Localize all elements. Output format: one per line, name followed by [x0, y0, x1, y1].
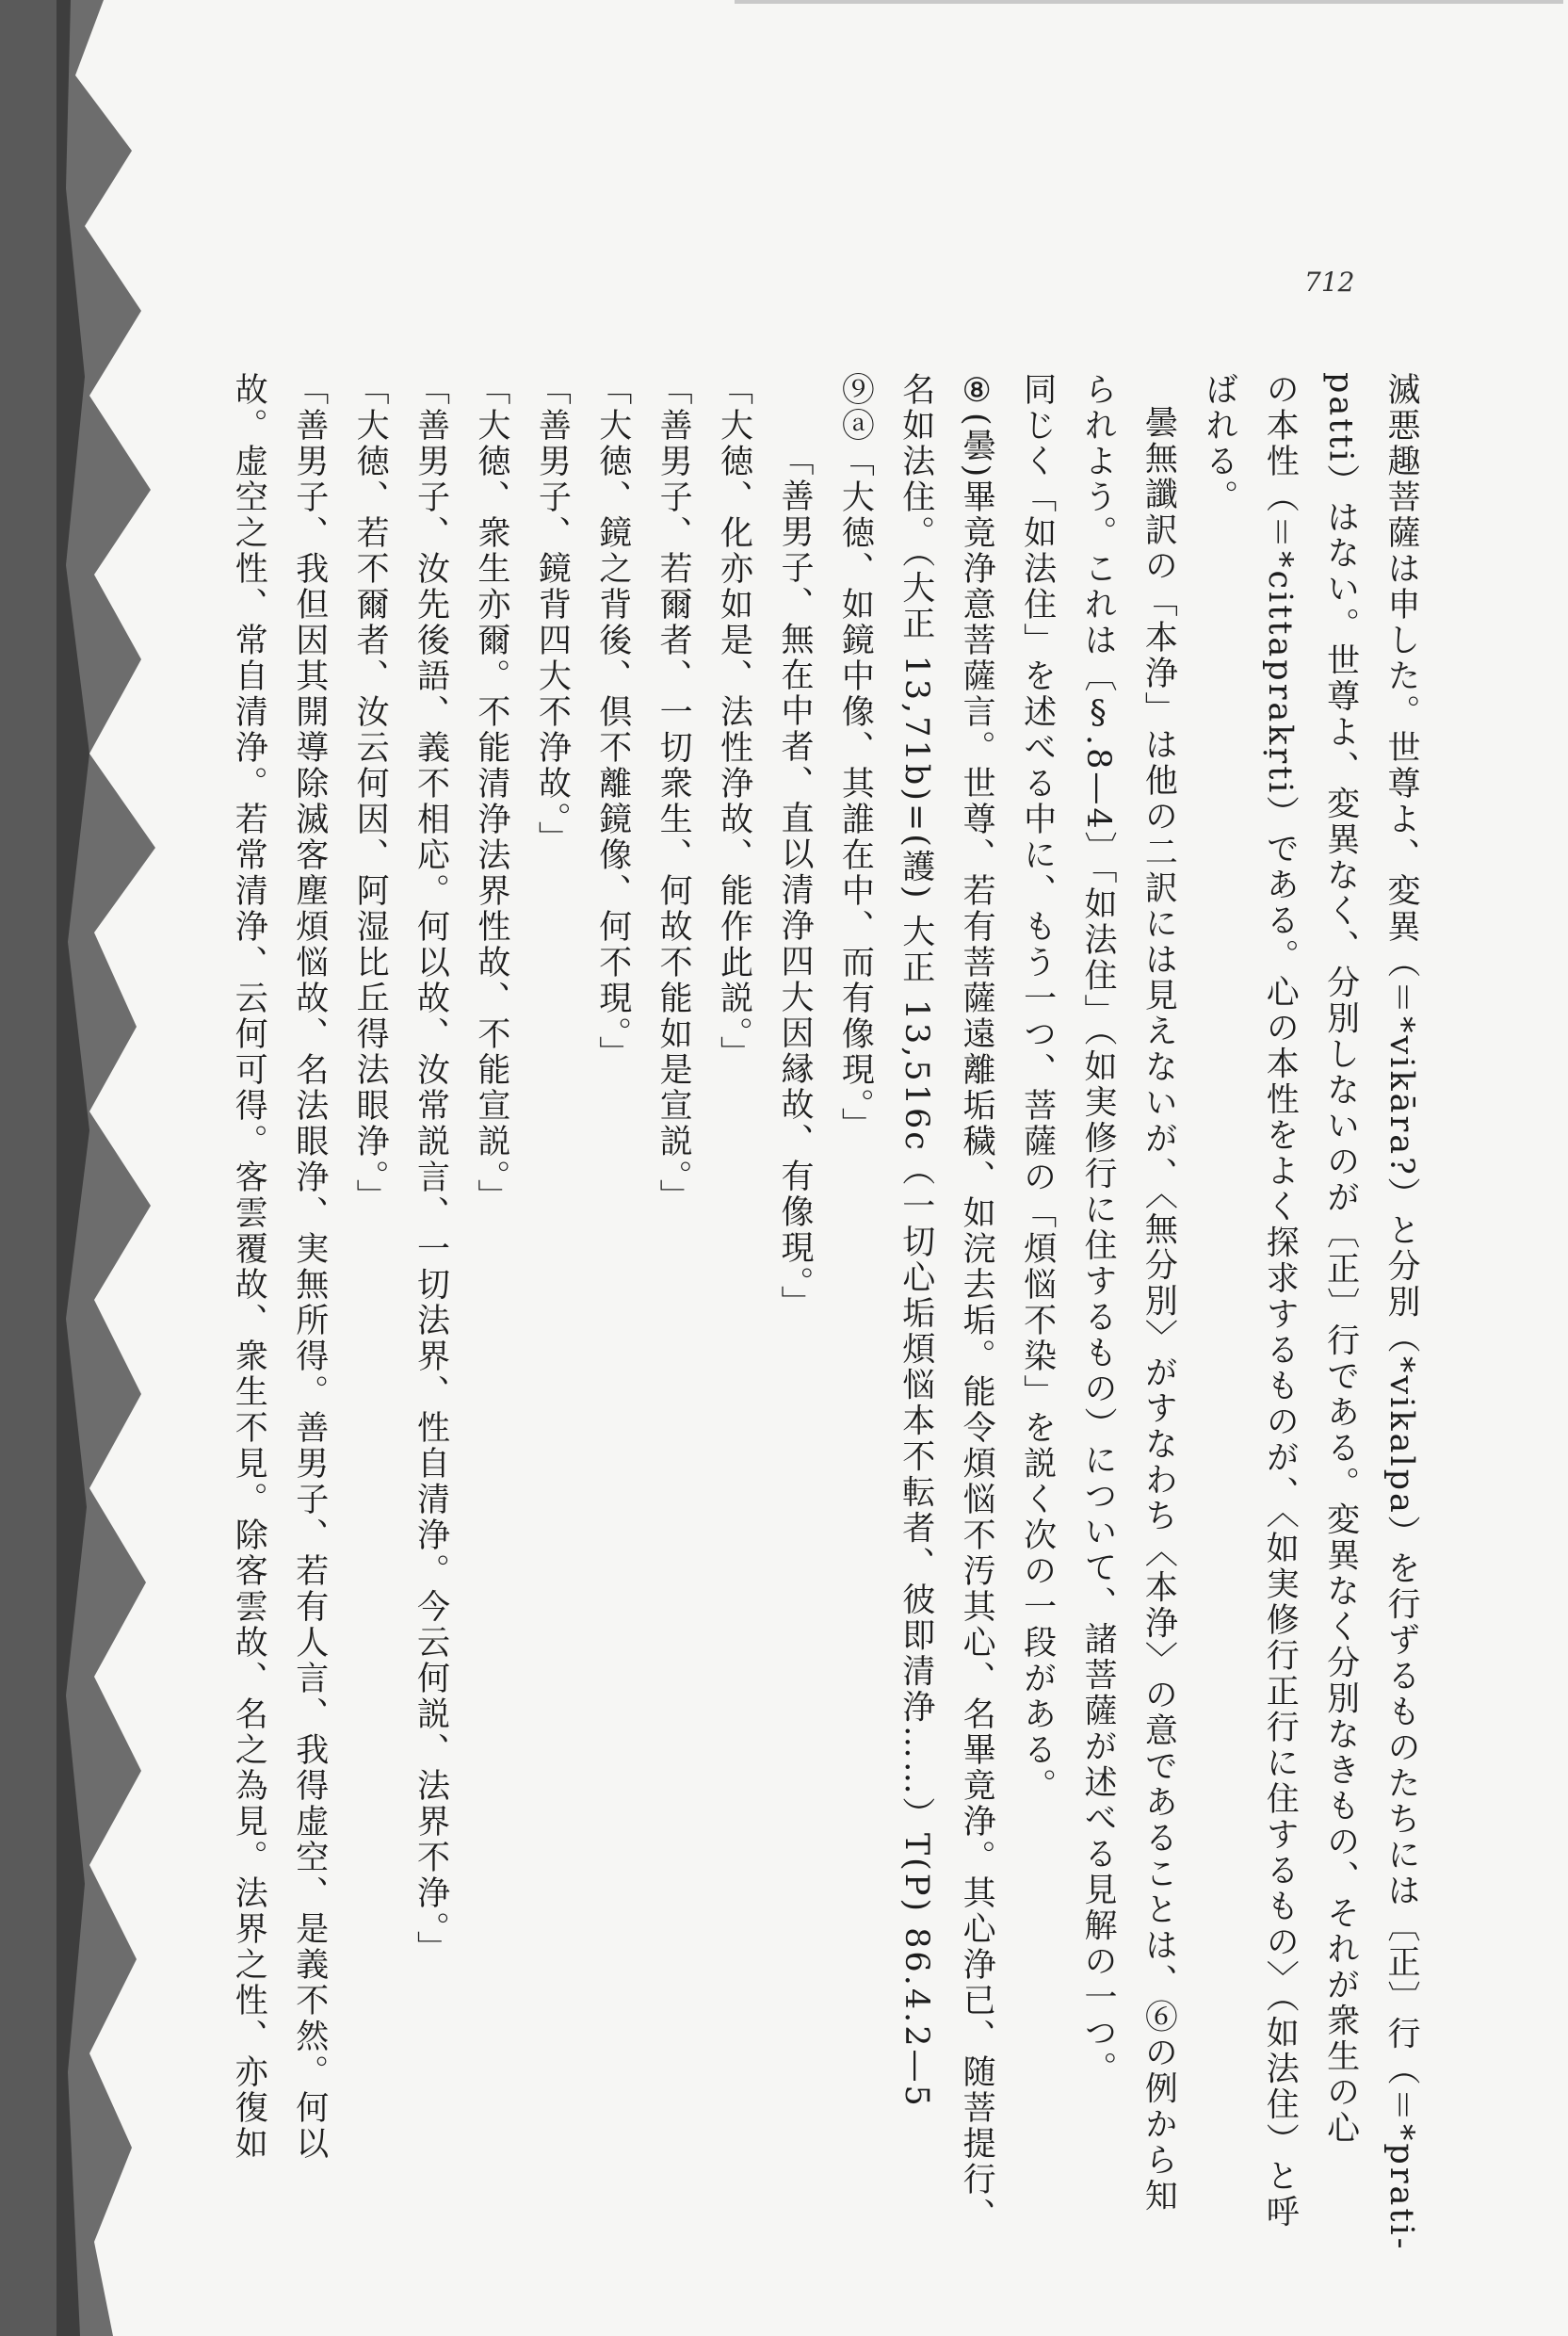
- text-column: 「大徳、化亦如是、法性浄故、能作此説。」: [715, 372, 753, 1072]
- text-column: 「善男子、鏡背四大不浄故。」: [533, 372, 572, 857]
- text-column: 曇無讖訳の「本浄」は他の二訳には見えないが、〈無分別〉がすなわち〈本浄〉の意であることは、⑥の例から知: [1140, 405, 1178, 2214]
- top-edge-line: [735, 0, 1563, 4]
- text-column: 名如法住。（大正 13,71b)=(護) 大正 13,516c（一切心垢煩悩本不転者、彼即清浄……）T(P) 86.4.2—5: [897, 372, 935, 2109]
- text-column: の本性（＝*cittaprakṛti）である。心の本性をよく探求するものが、〈如実修行正行に住するもの〉（如法住）と呼: [1261, 372, 1300, 2231]
- text-column: ばれる。: [1200, 372, 1238, 515]
- text-column: ⑨ⓐ「大徳、如鏡中像、其誰在中、而有像現。」: [836, 372, 875, 1144]
- text-column: patti）はない。世尊よ、変異なく、分別しないのが〔正〕行である。変異なく分別なきもの、それが衆生の心: [1321, 372, 1360, 2147]
- text-column: 「善男子、若爾者、一切衆生、何故不能如是宣説。」: [655, 372, 693, 1215]
- binding-edge-shadow: [0, 0, 188, 2336]
- text-column: 「大徳、若不爾者、汝云何因、阿湿比丘得法眼浄。」: [351, 372, 390, 1215]
- text-column: 「善男子、汝先後語、義不相応。何以故、汝常説言、一切法界、性自清浄。今云何説、法界不浄。」: [412, 372, 450, 1967]
- text-column: 同じく「如法住」を述べる中に、もう一つ、菩薩の「煩悩不染」を説く次の一段がある。: [1018, 372, 1057, 1804]
- text-column: られよう。これは〔§.8—4〕「如法住」（如実修行に住するもの）について、諸菩薩が述べる見解の一つ。: [1078, 372, 1117, 2087]
- vertical-text-block: [170, 372, 1431, 2252]
- text-column: 故。虚空之性、常自清浄。若常清浄、云何可得。客雲覆故、衆生不見。除客雲故、名之為見。法界之性、亦復如: [230, 372, 268, 2162]
- text-column: 滅悪趣菩薩は申した。世尊よ、変異（＝*vikāra?）と分別（*vikalpa）を行ずるものたちには〔正〕行（＝*prati-: [1382, 372, 1420, 2252]
- text-column: ⑧(曇)畢竟浄意菩薩言。世尊、若有菩薩遠離垢穢、如浣去垢。能令煩悩不汚其心、名畢竟浄。其心浄已、随菩提行、: [958, 372, 996, 2234]
- text-column: 「善男子、無在中者、直以清浄四大因縁故、有像現。」: [775, 443, 814, 1322]
- page-number: 712: [1304, 267, 1355, 298]
- text-column: 「善男子、我但因其開導除滅客塵煩悩故、名法眼浄、実無所得。善男子、若有人言、我得虚空、是義不然。何以: [290, 372, 329, 2162]
- text-column: 「大徳、衆生亦爾。不能清浄法界性故、不能宣説。」: [472, 372, 510, 1215]
- text-column: 「大徳、鏡之背後、倶不離鏡像、何不現。」: [593, 372, 632, 1072]
